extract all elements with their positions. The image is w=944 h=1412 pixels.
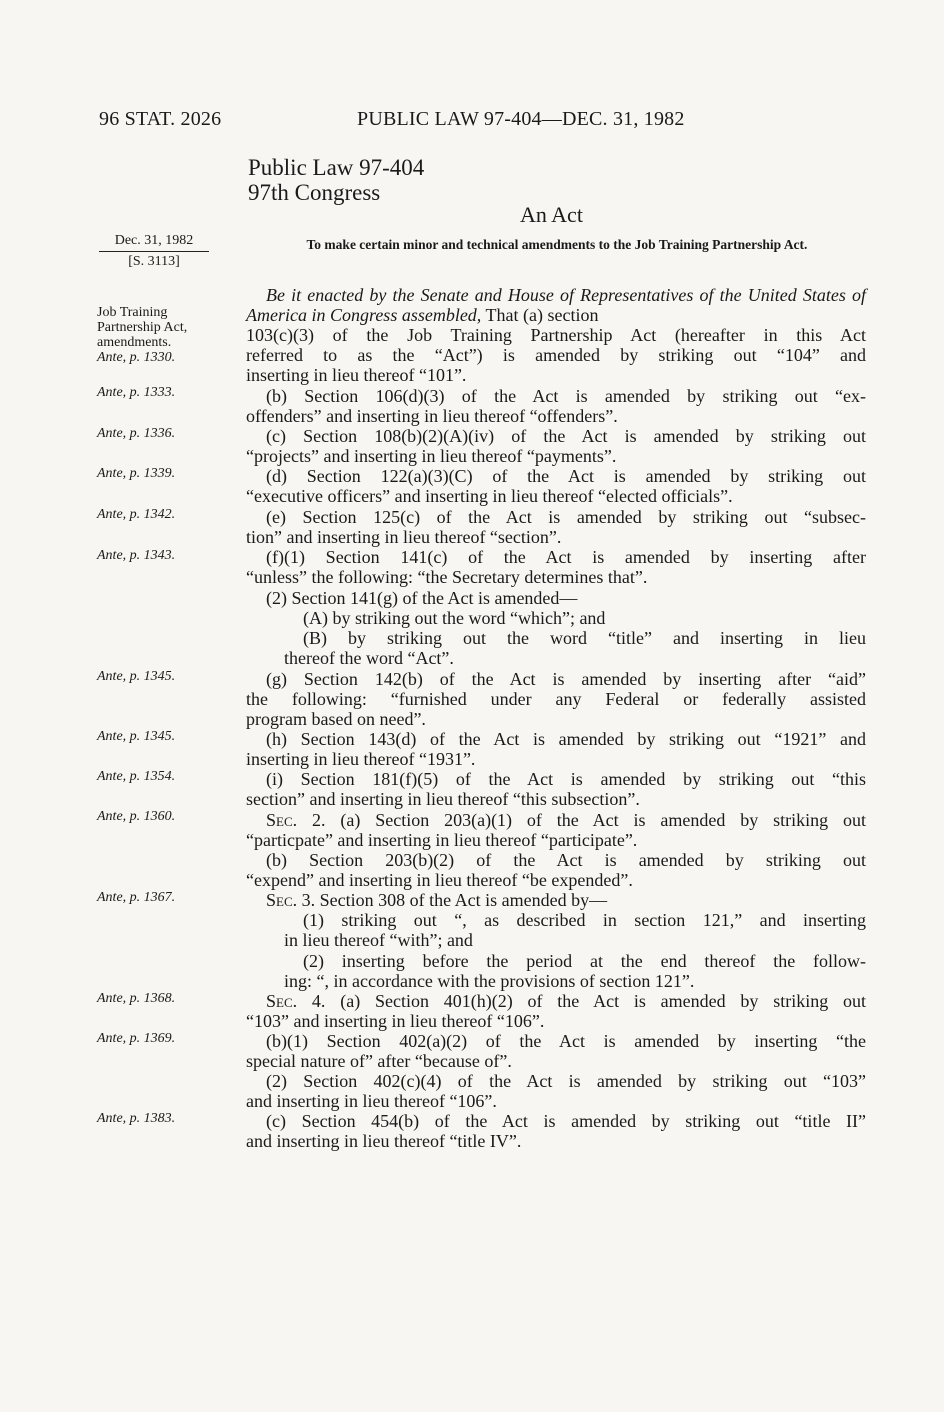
text-line: special nature of” after “because of”. [246,1051,512,1071]
text-line: (g) Section 142(b) of the Act is amended by inserting after “aid” [266,669,866,689]
margin-note: Ante, p. 1336. [97,426,176,441]
text-line: (b)(1) Section 402(a)(2) of the Act is amended by inserting “the [266,1031,866,1051]
text-line: (e) Section 125(c) of the Act is amended by striking out “subsec- [266,507,866,527]
text-line: (f)(1) Section 141(c) of the Act is amended by inserting after [266,547,866,567]
text-line: (2) inserting before the period at the end thereof the follow- [303,951,866,971]
section-2-line: Sec. 2. (a) Section 203(a)(1) of the Act is amended by striking out [266,810,866,830]
enactment-date: Dec. 31, 1982 [99,231,209,252]
text-line: program based on need”. [246,709,426,729]
margin-note: Ante, p. 1342. [97,507,176,522]
text-line: ing: “, in accordance with the provisions of section 121”. [284,971,695,991]
margin-note: Ante, p. 1343. [97,548,176,563]
text-line: (c) Section 454(b) of the Act is amended by striking out “title II” [266,1111,866,1131]
text-line: (B) by striking out the word “title” and inserting in lieu [303,628,866,648]
text-line: (2) Section 402(c)(4) of the Act is amended by striking out “103” [266,1071,866,1091]
margin-note: Ante, p. 1360. [97,809,176,824]
margin-note: Ante, p. 1367. [97,890,176,905]
section-4-line: Sec. 4. (a) Section 401(h)(2) of the Act is amended by striking out [266,991,867,1011]
text-line: “projects” and inserting in lieu thereof “payments”. [246,446,617,466]
margin-note: Ante, p. 1368. [97,991,176,1006]
text-line: tion” and inserting in lieu thereof “section”. [246,527,562,547]
text-line: inserting in lieu thereof “101”. [246,365,467,385]
enactment-date-block [99,231,209,272]
text-line: “103” and inserting in lieu thereof “106”. [246,1011,545,1031]
section-3-line: Sec. 3. Section 308 of the Act is amended by— [266,890,608,910]
text-line: in lieu thereof “with”; and [284,930,473,950]
page-stat-citation: 96 STAT. 2026 [99,108,222,130]
margin-note: Ante, p. 1330. [97,350,176,365]
text-line: “particpate” and inserting in lieu thereof “participate”. [246,830,638,850]
act-purpose: To make certain minor and technical amendments to the Job Training Partnership Act. [306,237,808,252]
margin-note: Ante, p. 1369. [97,1031,176,1046]
text-line: the following: “furnished under any Federal or federally assisted [246,689,866,709]
act-heading: An Act [520,202,583,227]
margin-note: Ante, p. 1345. [97,669,176,684]
margin-note: Ante, p. 1339. [97,466,176,481]
law-number: Public Law 97-404 [248,155,425,180]
text-line: (i) Section 181(f)(5) of the Act is amended by striking out “this [266,769,866,789]
text-line: and inserting in lieu thereof “title IV”. [246,1131,522,1151]
text-line: and inserting in lieu thereof “106”. [246,1091,497,1111]
running-header: PUBLIC LAW 97-404—DEC. 31, 1982 [357,108,685,130]
text-line: thereof the word “Act”. [284,648,454,668]
enacting-clause: Be it enacted by the Senate and House of Representatives of the United States of America in Congress assembled, That (a) section [246,285,866,325]
text-line: “unless” the following: “the Secretary determines that”. [246,567,648,587]
text-line: (b) Section 203(b)(2) of the Act is amended by striking out [266,850,866,870]
bill-number: [S. 3113] [128,254,180,269]
text-line: referred to as the “Act”) is amended by striking out “104” and [246,345,866,365]
margin-note: Ante, p. 1383. [97,1111,176,1126]
text-line: offenders” and inserting in lieu thereof “offenders”. [246,406,618,426]
text-line: (d) Section 122(a)(3)(C) of the Act is amended by striking out [266,466,866,486]
text-line: section” and inserting in lieu thereof “this subsection”. [246,789,640,809]
text-line: (c) Section 108(b)(2)(A)(iv) of the Act is amended by striking out [266,426,866,446]
text-line: (b) Section 106(d)(3) of the Act is amended by striking out “ex- [266,386,866,406]
text-line: “executive officers” and inserting in lieu thereof “elected officials”. [246,486,733,506]
text-line: inserting in lieu thereof “1931”. [246,749,476,769]
margin-note-subject: Job Training Partnership Act, amendments. [97,305,188,350]
text-line: (A) by striking out the word “which”; and [303,608,606,628]
margin-note: Ante, p. 1333. [97,385,176,400]
text-line: (h) Section 143(d) of the Act is amended by striking out “1921” and [266,729,866,749]
margin-note: Ante, p. 1354. [97,769,176,784]
text-line: 103(c)(3) of the Job Training Partnership Act (hereafter in this Act [246,325,866,345]
text-line: (2) Section 141(g) of the Act is amended— [266,588,578,608]
text-line: “expend” and inserting in lieu thereof “be expended”. [246,870,633,890]
congress-label: 97th Congress [248,180,381,205]
text-line: (1) striking out “, as described in section 121,” and inserting [303,910,866,930]
margin-note: Ante, p. 1345. [97,729,176,744]
